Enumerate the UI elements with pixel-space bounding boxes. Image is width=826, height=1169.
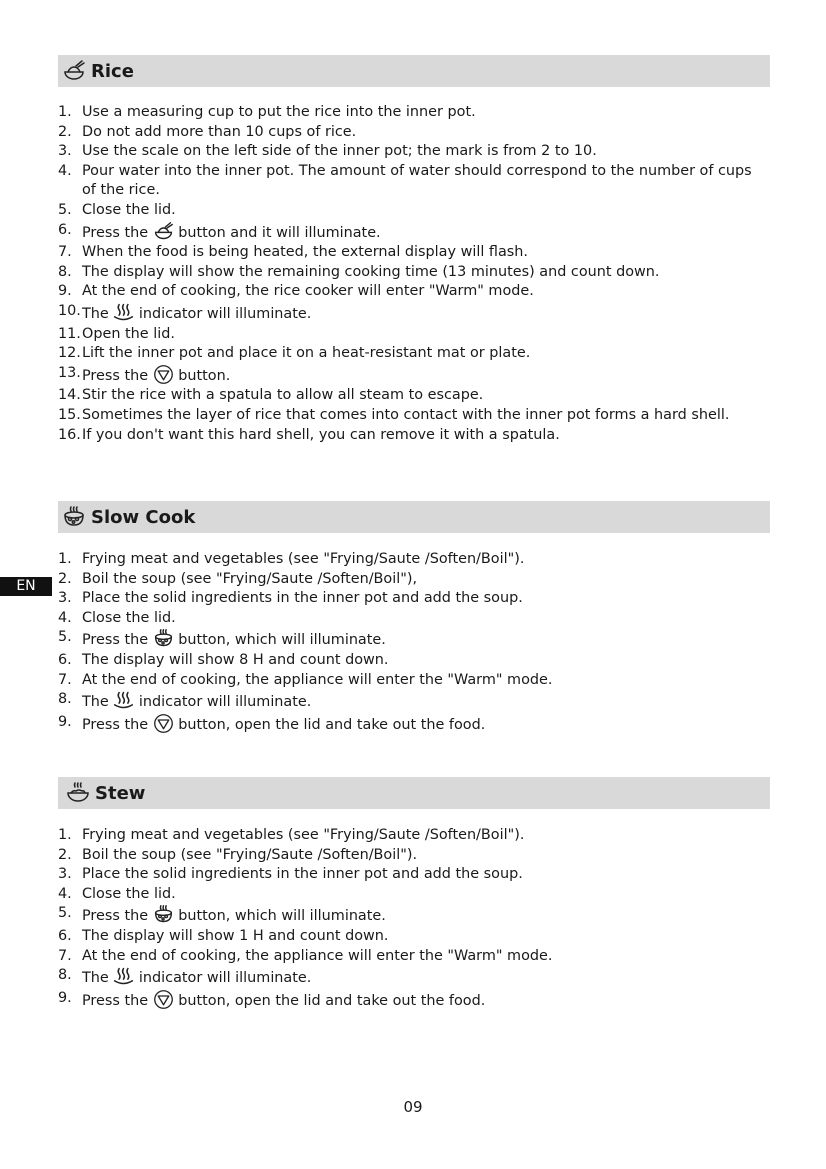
list-item: 5. Press the button, which will illuminate. [58,905,386,925]
list-item: 1. Frying meat and vegetables (see "Frying/Saute /Soften/Boil"). [58,827,525,843]
list-item: 15. Sometimes the layer of rice that comes into contact with the inner pot forms a hard shell. [58,406,730,423]
list-item: 9. At the end of cooking, the rice cooker will enter "Warm" mode. [58,283,534,300]
list-item: 7. When the food is being heated, the external display will flash. [58,244,528,261]
list-item: 6. The display will show 1 H and count down. [58,927,389,944]
section-header-slow-cook [58,501,770,533]
list-item: 8. The indicator will illuminate. [58,967,312,987]
section-title: Stew [95,782,146,804]
list-item: 1. Frying meat and vegetables (see "Frying/Saute /Soften/Boil"). [58,551,525,567]
rice-bowl-icon [153,221,174,242]
list-item: 1. Use a measuring cup to put the rice into the inner pot. [58,104,476,120]
section-header-rice [58,55,770,87]
list-item: 6. Press the button and it will illuminate. [58,221,381,241]
slow-cook-pot-icon [62,505,86,529]
list-item: 3. Place the solid ingredients in the inner pot and add the soup. [58,866,523,883]
page-number: 09 [403,1098,423,1116]
list-item: 4. Close the lid. [58,609,176,626]
list-item: 6. The display will show 8 H and count down. [58,651,389,668]
steps-list [58,103,770,445]
list-item: 5. Press the button, which will illuminate. [58,629,386,649]
list-item: 12. Lift the inner pot and place it on a heat-resistant mat or plate. [58,345,531,362]
list-item: 5. Close the lid. [58,201,176,218]
list-item: 4. Close the lid. [58,885,176,902]
list-item: 10. The indicator will illuminate. [58,302,312,322]
list-item: 14. Stir the rice with a spatula to allow all steam to escape. [58,387,484,404]
list-item: 3. Use the scale on the left side of the inner pot; the mark is from 2 to 10. [58,143,597,160]
list-item: 7. At the end of cooking, the appliance will enter the "Warm" mode. [58,947,553,964]
list-item: 8. The display will show the remaining cooking time (13 minutes) and count down. [58,263,660,280]
cancel-triangle-icon [153,713,174,734]
list-item: 4. Pour water into the inner pot. The amount of water should correspond to the number of cups of the rice. [58,162,752,199]
warm-steam-icon [113,966,134,987]
cancel-triangle-icon [153,364,174,385]
list-item: 2. Boil the soup (see "Frying/Saute /Soften/Boil"). [58,846,418,863]
list-item: 7. At the end of cooking, the appliance will enter the "Warm" mode. [58,671,553,688]
section-title: Rice [91,60,134,82]
list-item: 2. Do not add more than 10 cups of rice. [58,123,357,140]
section-title: Slow Cook [91,506,196,528]
slow-cook-pot-icon [153,628,174,649]
list-item: 13. Press the button. [58,364,231,384]
warm-steam-icon [113,302,134,323]
steps-list [58,550,770,735]
section-header-stew [58,777,770,809]
slow-cook-pot-icon [153,904,174,925]
warm-steam-icon [113,690,134,711]
list-item: 16. If you don't want this hard shell, you can remove it with a spatula. [58,426,560,443]
list-item: 8. The indicator will illuminate. [58,691,312,711]
list-item: 9. Press the button, open the lid and take out the food. [58,989,486,1009]
list-item: 11. Open the lid. [58,325,175,342]
language-tab: EN [0,577,52,596]
list-item: 3. Place the solid ingredients in the inner pot and add the soup. [58,590,523,607]
stew-bowl-icon [66,781,90,805]
cancel-triangle-icon [153,989,174,1010]
rice-bowl-icon [62,59,86,83]
steps-list [58,826,770,1011]
list-item: 9. Press the button, open the lid and take out the food. [58,713,486,733]
list-item: 2. Boil the soup (see "Frying/Saute /Soften/Boil"), [58,570,418,587]
